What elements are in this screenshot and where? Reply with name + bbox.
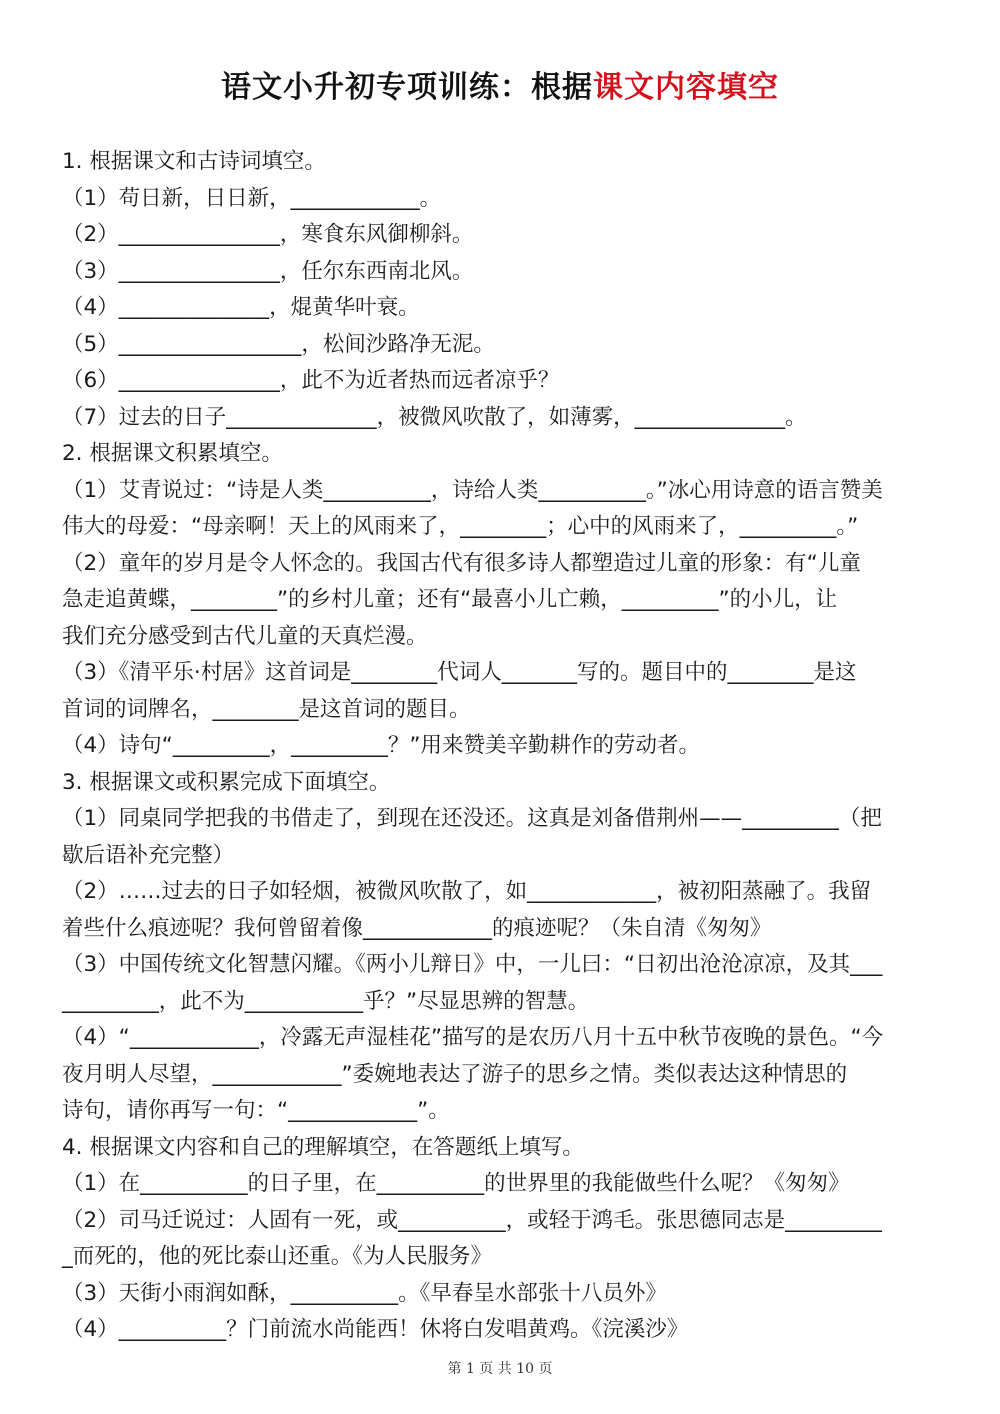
text-line: （1）在__________的日子里，在__________的世界里的我能做些什么呢？《匆匆》 bbox=[62, 1171, 850, 1196]
text-line: （7）过去的日子______________，被微风吹散了，如薄雾，______________。 bbox=[62, 405, 807, 430]
text-line: （6）_______________，此不为近者热而远者凉乎？ bbox=[62, 368, 560, 393]
text-line: （2）童年的岁月是令人怀念的。我国古代有很多诗人都塑造过儿童的形象：有“儿童 bbox=[62, 551, 861, 576]
title-black-part: 语文小升初专项训练：根据 bbox=[221, 70, 593, 105]
section-4-heading: 4. 根据课文内容和自己的理解填空，在答题纸上填写。 bbox=[62, 1135, 584, 1160]
text-line: _________，此不为___________乎？”尽显思辨的智慧。 bbox=[62, 989, 590, 1014]
page-title bbox=[0, 62, 1000, 106]
text-line: （2）……过去的日子如轻烟，被微风吹散了，如____________，被初阳蒸融了。我留 bbox=[62, 879, 872, 904]
text-line: 急走追黄蝶，________”的乡村儿童；还有“最喜小儿亡赖，_________”的小儿，让 bbox=[62, 587, 838, 612]
text-line: 歇后语补充完整） bbox=[62, 843, 235, 868]
text-line: 夜月明人尽望，____________”委婉地表达了游子的思乡之情。类似表达这种情思的 bbox=[62, 1062, 848, 1087]
text-line: （4）“____________，冷露无声湿桂花”描写的是农历八月十五中秋节夜晚的景色。“今 bbox=[62, 1025, 884, 1050]
text-line: （4）______________，焜黄华叶衰。 bbox=[62, 295, 420, 320]
section-1-heading: 1. 根据课文和古诗词填空。 bbox=[62, 149, 326, 174]
section-3-heading: 3. 根据课文或积累完成下面填空。 bbox=[62, 770, 391, 795]
text-line: 伟大的母爱：“母亲啊！天上的风雨来了，________；心中的风雨来了，_________。” bbox=[62, 514, 859, 539]
text-line: （2）司马迁说过：人固有一死，或__________，或轻于鸿毛。张思德同志是_________ bbox=[62, 1208, 882, 1233]
text-line: （5）_________________，松间沙路净无泥。 bbox=[62, 332, 495, 357]
text-line: 着些什么痕迹呢？我何曾留着像____________的痕迹呢？（朱自清《匆匆》 bbox=[62, 916, 772, 941]
page-footer: 第 1 页 共 10 页 bbox=[447, 1361, 553, 1377]
text-line: （4）__________？门前流水尚能西！休将白发唱黄鸡。《浣溪沙》 bbox=[62, 1317, 689, 1342]
text-line: （3）中国传统文化智慧闪耀。《两小儿辩日》中，一儿曰：“日初出沧沧凉凉，及其___ bbox=[62, 952, 883, 977]
text-line: （1）艾青说过：“诗是人类__________，诗给人类__________。”冰心用诗意的语言赞美 bbox=[62, 478, 883, 503]
title-red-part: 课文内容填空 bbox=[593, 70, 779, 105]
text-line: （1）同桌同学把我的书借走了，到现在还没还。这真是刘备借荆州——_________（把 bbox=[62, 806, 882, 831]
text-line: 我们充分感受到古代儿童的天真烂漫。 bbox=[62, 624, 428, 649]
text-line: _而死的，他的死比泰山还重。《为人民服务》 bbox=[62, 1244, 493, 1269]
text-line: （3）天街小雨润如酥，__________。《早春呈水部张十八员外》 bbox=[62, 1281, 667, 1306]
text-line: （3）《清平乐·村居》这首词是________代词人_______写的。题目中的________是这 bbox=[62, 660, 857, 685]
text-line: （1）苟日新，日日新，____________。 bbox=[62, 186, 442, 211]
text-line: （4）诗句“_________，_________？”用来赞美辛勤耕作的劳动者。 bbox=[62, 733, 700, 758]
text-line: 诗句，请你再写一句：“____________”。 bbox=[62, 1098, 450, 1123]
text-line: （3）_______________，任尔东西南北风。 bbox=[62, 259, 474, 284]
text-line: 首词的词牌名，________是这首词的题目。 bbox=[62, 697, 471, 722]
text-line: （2）_______________，寒食东风御柳斜。 bbox=[62, 222, 474, 247]
section-2-heading: 2. 根据课文积累填空。 bbox=[62, 441, 283, 466]
